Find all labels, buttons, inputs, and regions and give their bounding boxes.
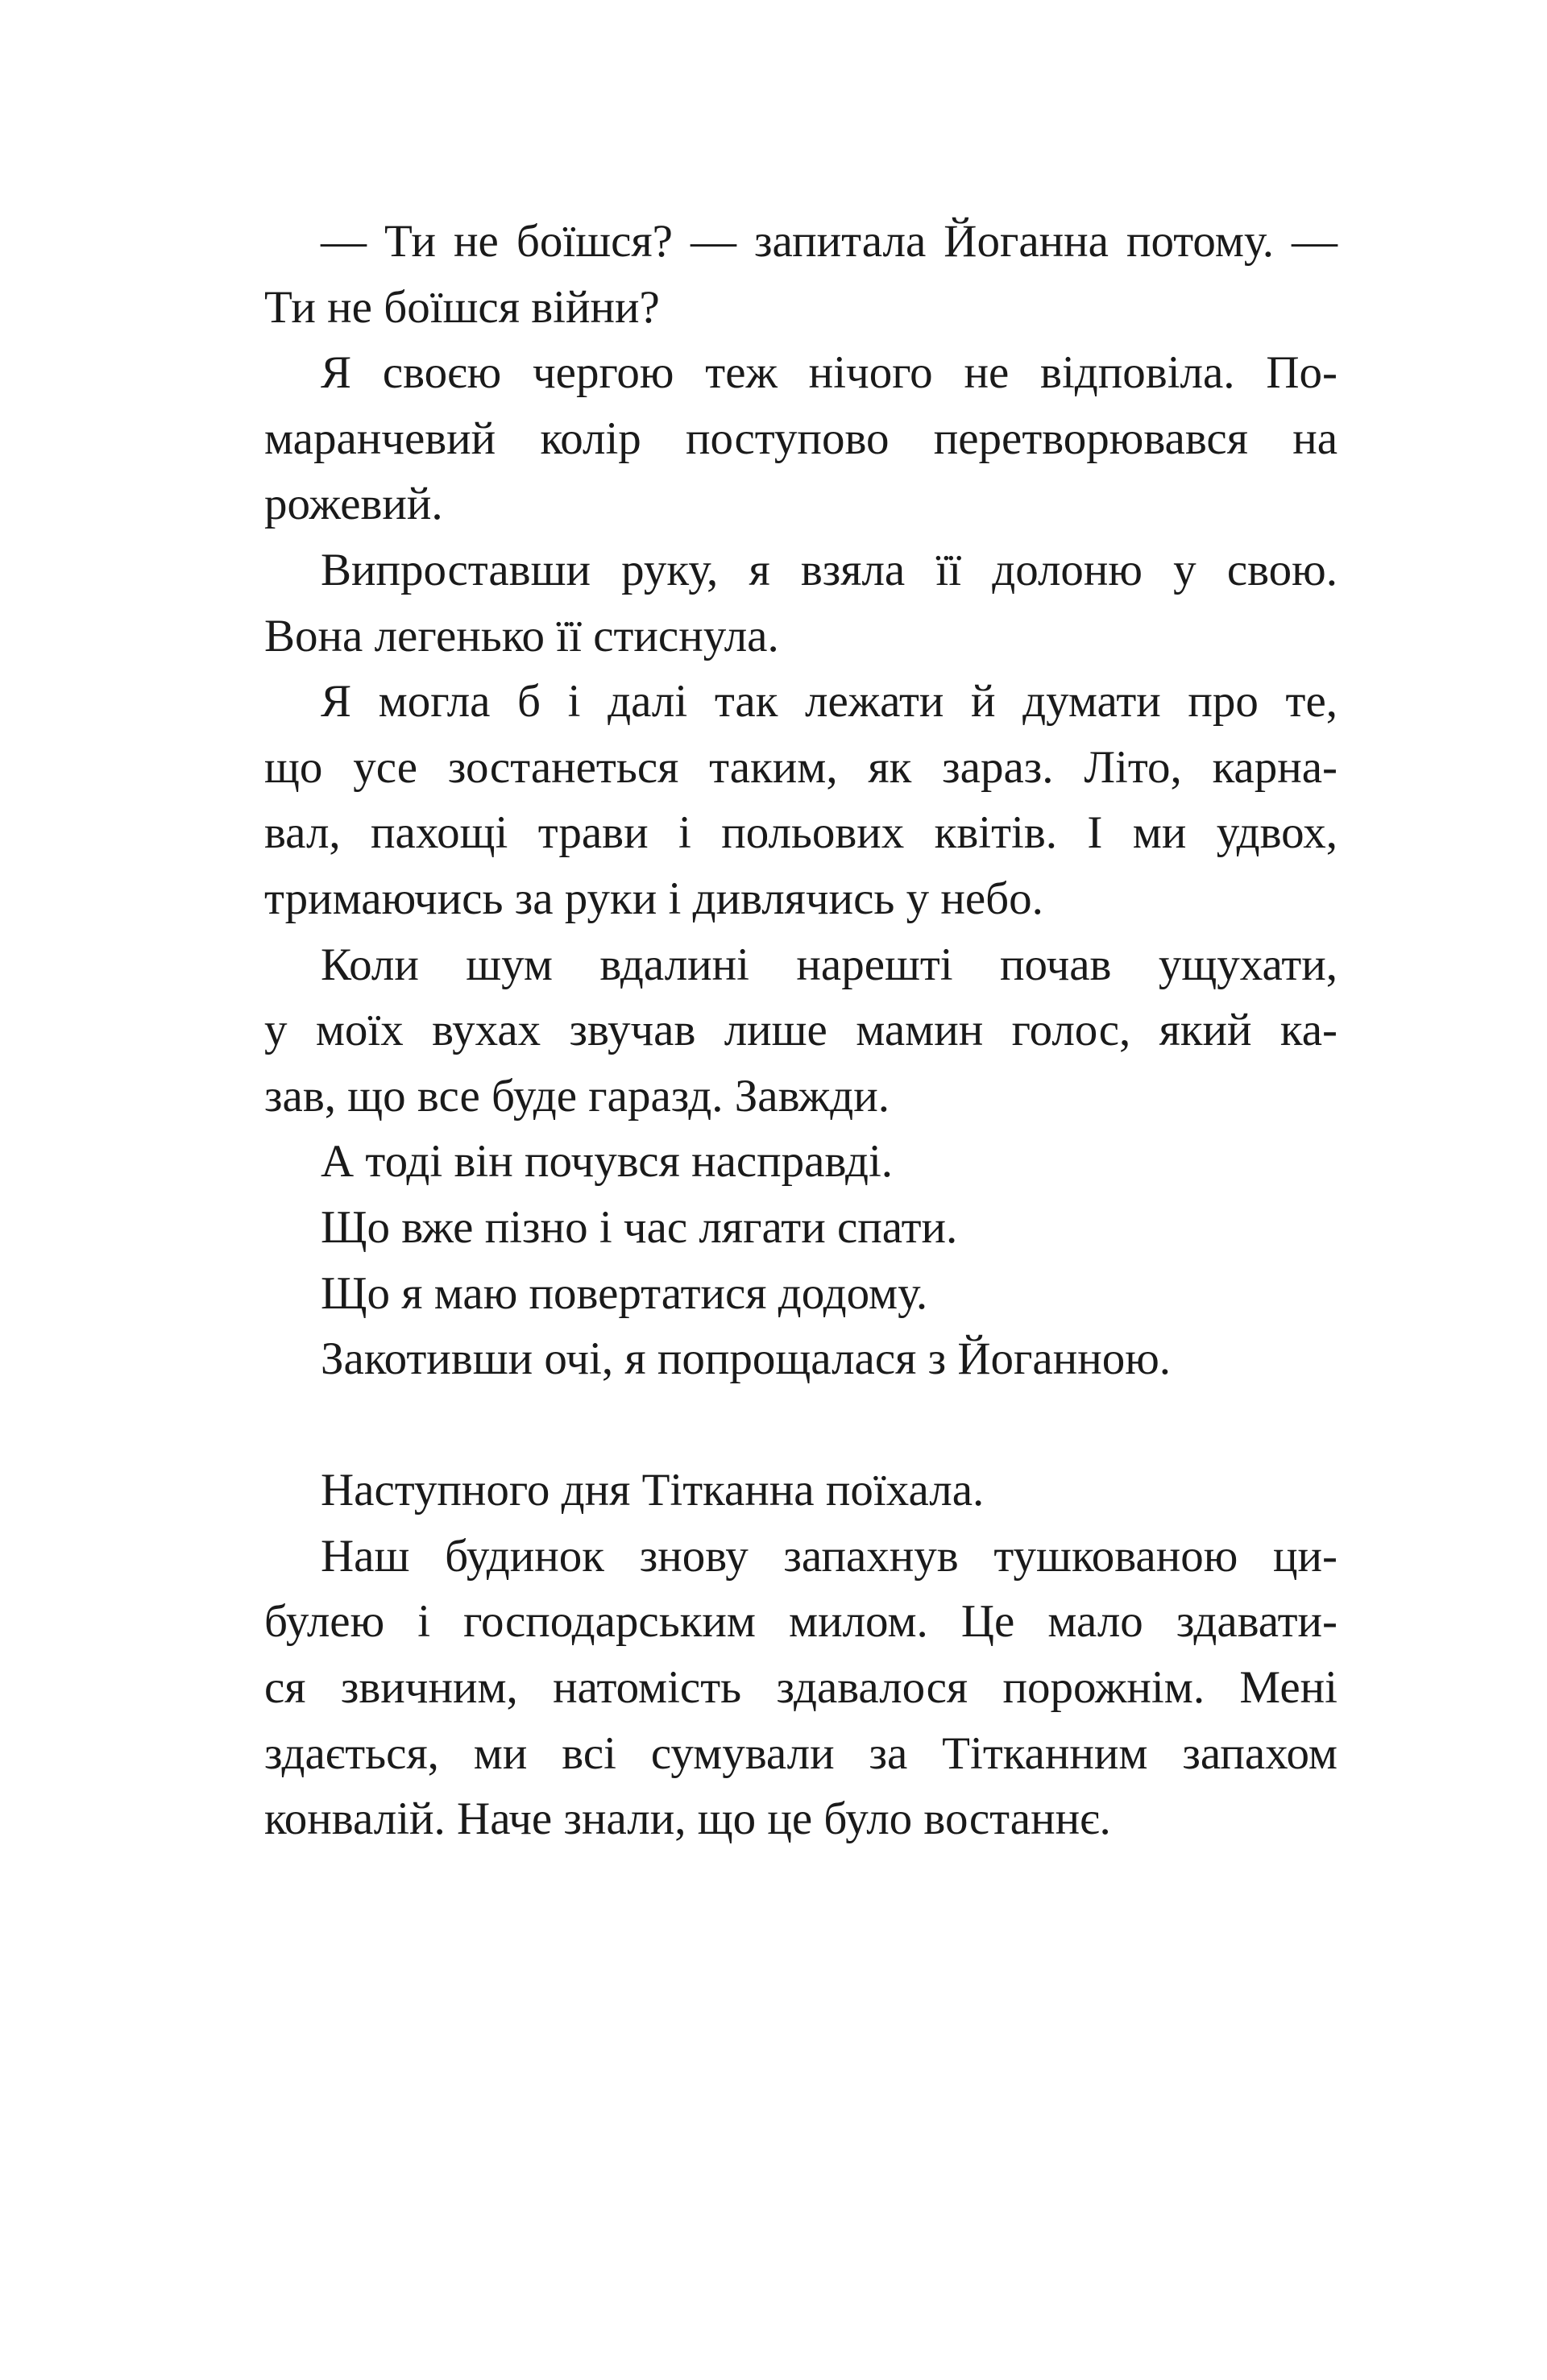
paragraph-break: [264, 1392, 1338, 1458]
text-line: Коли шум вдалині нарешті почав ущухати,: [321, 939, 1338, 990]
text-line: Я своєю чергою теж нічого не відповіла. По-: [321, 347, 1338, 399]
text-line: Вона легенько її стиснула.: [264, 610, 779, 661]
text-line: Я могла б і далі так лежати й думати про те,: [321, 676, 1338, 728]
text-line: Ти не боїшся війни?: [264, 281, 660, 333]
text-line: у моїх вухах звучав лише мамин голос, який ка-: [264, 1005, 1338, 1056]
text-line: конвалій. Наче знали, що це було востаннє.: [264, 1793, 1111, 1845]
text-line: булею і господарським милом. Це мало здавати-: [264, 1596, 1338, 1648]
text-line: тримаючись за руки і дивлячись у небо.: [264, 873, 1043, 924]
text-line: маранчевий колір поступово перетворювався на: [264, 413, 1338, 464]
text-line: Що я маю повертатися додому.: [321, 1267, 928, 1319]
text-line: зав, що все буде гаразд. Завжди.: [264, 1070, 890, 1122]
text-line: Закотивши очі, я попрощалася з Йоганною.: [321, 1333, 1172, 1385]
text-line: Випроставши руку, я взяла її долоню у свою.: [321, 544, 1338, 595]
text-line: що усе зостанеться таким, як зараз. Літо, карна-: [264, 741, 1338, 793]
text-line: Наш будинок знову запахнув тушкованою ци-: [321, 1530, 1338, 1582]
text-line: рожевий.: [264, 479, 443, 530]
text-line: — Ти не боїшся? — запитала Йоганна потому. —: [321, 216, 1338, 267]
text-line: вал, пахощі трави і польових квітів. І ми удвох,: [264, 807, 1338, 859]
text-line: ся звичним, натомість здавалося порожнім. Мені: [264, 1662, 1338, 1714]
text-line: здається, ми всі сумували за Тітканним запахом: [264, 1727, 1338, 1779]
text-line: Що вже пізно і час лягати спати.: [321, 1201, 958, 1253]
page-text: [264, 209, 1338, 1852]
text-line: Наступного дня Тітканна поїхала.: [321, 1465, 985, 1516]
text-line: А тоді він почувся насправді.: [321, 1136, 894, 1188]
